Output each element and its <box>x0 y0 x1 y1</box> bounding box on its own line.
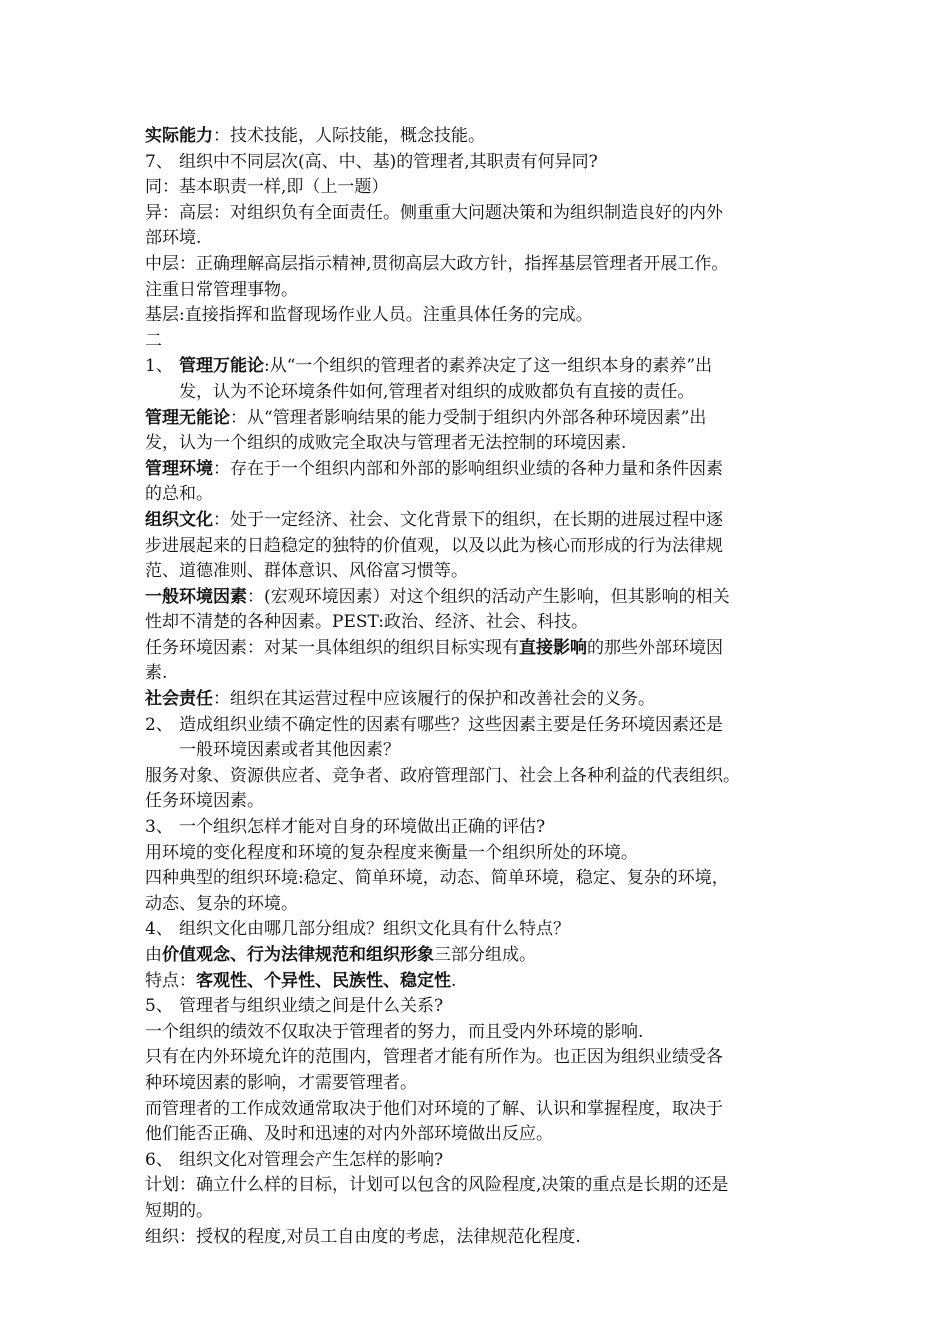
text-line <box>145 892 825 918</box>
text-line <box>145 687 825 713</box>
text-line <box>145 201 825 227</box>
text-line <box>145 1020 825 1046</box>
text-line <box>145 1225 825 1251</box>
text-segment: 组织：授权的程度,对员工自由度的考虑，法律规范化程度. <box>145 1226 581 1247</box>
text-segment: 管理者与组织业绩之间是什么关系? <box>179 996 444 1017</box>
question-line <box>145 994 825 1020</box>
text-segment: 发，认为一个组织的成败完全取决与管理者无法控制的环境因素. <box>145 433 627 454</box>
question-line <box>145 815 825 841</box>
text-line <box>145 841 825 867</box>
text-segment: 种环境因素的影响，才需要管理者。 <box>145 1072 417 1093</box>
question-line <box>145 354 825 380</box>
text-segment: 组织中不同层次(高、中、基)的管理者,其职责有何异同? <box>179 151 598 172</box>
text-segment: 步进展起来的日趋稳定的独特的价值观，以及以此为核心而形成的行为法律规 <box>145 535 723 556</box>
text-segment: 注重日常管理事物。 <box>145 279 298 300</box>
text-segment: 异：高层：对组织负有全面责任。侧重重大问题决策和为组织制造良好的内外 <box>145 202 723 223</box>
text-segment: 短期的。 <box>145 1200 213 1221</box>
text-line <box>145 1071 825 1097</box>
text-segment: :从“一个组织的管理者的素养决定了这一组织本身的素养”出 <box>264 356 713 377</box>
text-line <box>145 226 825 252</box>
text-segment: 发，认为不论环境条件如何,管理者对组织的成败都负有直接的责任。 <box>179 381 695 402</box>
text-line <box>145 764 825 790</box>
text-line <box>145 380 825 406</box>
text-line <box>145 329 825 355</box>
text-line <box>145 943 825 969</box>
text-line <box>145 175 825 201</box>
bold-term: 直接影响 <box>519 637 587 658</box>
text-segment: 部环境. <box>145 228 202 249</box>
text-line <box>145 661 825 687</box>
item-number: 1、 <box>145 356 173 377</box>
question-line <box>145 713 825 739</box>
item-number: 2、 <box>145 714 173 735</box>
text-segment: 计划：确立什么样的目标，计划可以包含的风险程度,决策的重点是长期的还是 <box>145 1175 729 1196</box>
text-line <box>145 457 825 483</box>
text-segment: 的总和。 <box>145 484 213 505</box>
bold-term: 管理无能论 <box>145 407 230 428</box>
text-segment: ：组织在其运营过程中应该履行的保护和改善社会的义务。 <box>213 689 655 710</box>
bold-term: 管理环境 <box>145 458 213 479</box>
text-line <box>145 431 825 457</box>
text-line <box>145 508 825 534</box>
text-segment: 一个组织的绩效不仅取决于管理者的努力，而且受内外环境的影响. <box>145 1021 644 1042</box>
item-number: 4、 <box>145 919 173 940</box>
bold-term: 组织文化 <box>145 509 213 530</box>
text-line <box>145 303 825 329</box>
text-line <box>145 585 825 611</box>
text-line <box>145 1122 825 1148</box>
text-line <box>145 406 825 432</box>
text-segment: 基层:直接指挥和监督现场作业人员。注重具体任务的完成。 <box>145 305 593 326</box>
bold-term: 一般环境因素 <box>145 586 247 607</box>
text-line <box>145 866 825 892</box>
text-segment: 服务对象、资源供应者、竞争者、政府管理部门、社会上各种利益的代表组织。 <box>145 765 740 786</box>
text-segment: 同：基本职责一样,即（上一题） <box>145 177 389 198</box>
text-segment: 范、道德准则、群体意识、风俗富习惯等。 <box>145 561 468 582</box>
text-line <box>145 1199 825 1225</box>
text-line <box>145 482 825 508</box>
question-line <box>145 1148 825 1174</box>
text-segment: 造成组织业绩不确定性的因素有哪些？这些因素主要是任务环境因素还是 <box>179 714 723 735</box>
text-segment: 他们能否正确、及时和迅速的对内外部环境做出反应。 <box>145 1124 553 1145</box>
bold-term: 实际能力 <box>145 126 213 146</box>
text-line <box>145 636 825 662</box>
text-line <box>145 789 825 815</box>
text-segment: 性却不清楚的各种因素。PEST:政治、经济、社会、科技。 <box>145 612 588 633</box>
text-segment: 动态、复杂的环境。 <box>145 893 298 914</box>
text-segment: 一个组织怎样才能对自身的环境做出正确的评估? <box>179 817 546 838</box>
text-segment: 的那些外部环境因 <box>587 637 723 658</box>
text-line <box>145 559 825 585</box>
text-segment: 任务环境因素：对某一具体组织的组织目标实现有 <box>145 637 519 658</box>
item-number: 3、 <box>145 817 173 838</box>
text-line <box>145 278 825 304</box>
text-segment: 任务环境因素。 <box>145 791 264 812</box>
text-segment: 素. <box>145 663 168 684</box>
item-number: 6、 <box>145 1149 173 1170</box>
question-line <box>145 917 825 943</box>
text-line <box>145 738 825 764</box>
text-line <box>145 610 825 636</box>
text-segment: 由 <box>145 945 162 965</box>
text-line <box>145 969 825 995</box>
document-body <box>145 124 825 1250</box>
text-segment: ：从“管理者影响结果的能力受制于组织内外部各种环境因素”出 <box>230 407 707 428</box>
bold-term: 社会责任 <box>145 689 213 710</box>
text-segment: 而管理者的工作成效通常取决于他们对环境的了解、认识和掌握程度，取决于 <box>145 1098 723 1119</box>
item-number: 5、 <box>145 996 173 1017</box>
bold-term: 管理万能论 <box>179 356 264 377</box>
text-segment: ：技术技能，人际技能，概念技能。 <box>213 126 485 146</box>
text-line <box>145 252 825 278</box>
item-number: 7、 <box>145 151 173 172</box>
text-line <box>145 1097 825 1123</box>
text-segment: ：(宏观环境因素）对这个组织的活动产生影响，但其影响的相关 <box>247 586 730 607</box>
text-line <box>145 1173 825 1199</box>
text-segment: . <box>451 970 457 991</box>
text-segment: 三部分组成。 <box>434 945 536 965</box>
text-segment: 一般环境因素或者其他因素？ <box>179 740 400 761</box>
question-line <box>145 150 825 176</box>
text-segment: 二 <box>145 330 162 351</box>
text-segment: ：处于一定经济、社会、文化背景下的组织，在长期的进展过程中逐 <box>213 509 723 530</box>
text-segment: 只有在内外环境允许的范围内，管理者才能有所作为。也正因为组织业绩受各 <box>145 1047 723 1068</box>
text-segment: 中层：正确理解高层指示精神,贯彻高层大政方针，指挥基层管理者开展工作。 <box>145 253 729 274</box>
text-segment: 四种典型的组织环境:稳定、简单环境，动态、简单环境，稳定、复杂的环境， <box>145 868 729 889</box>
text-line <box>145 534 825 560</box>
text-line <box>145 1045 825 1071</box>
text-segment: 组织文化对管理会产生怎样的影响? <box>179 1149 444 1170</box>
text-line <box>145 124 825 150</box>
text-segment: ：存在于一个组织内部和外部的影响组织业绩的各种力量和条件因素 <box>213 458 723 479</box>
text-segment: 特点： <box>145 970 196 991</box>
text-segment: 用环境的变化程度和环境的复杂程度来衡量一个组织所处的环境。 <box>145 842 638 863</box>
bold-term: 价值观念、行为法律规范和组织形象 <box>162 945 434 965</box>
text-segment: 组织文化由哪几部分组成？组织文化具有什么特点？ <box>179 919 570 940</box>
bold-term: 客观性、个异性、民族性、稳定性 <box>196 970 451 991</box>
